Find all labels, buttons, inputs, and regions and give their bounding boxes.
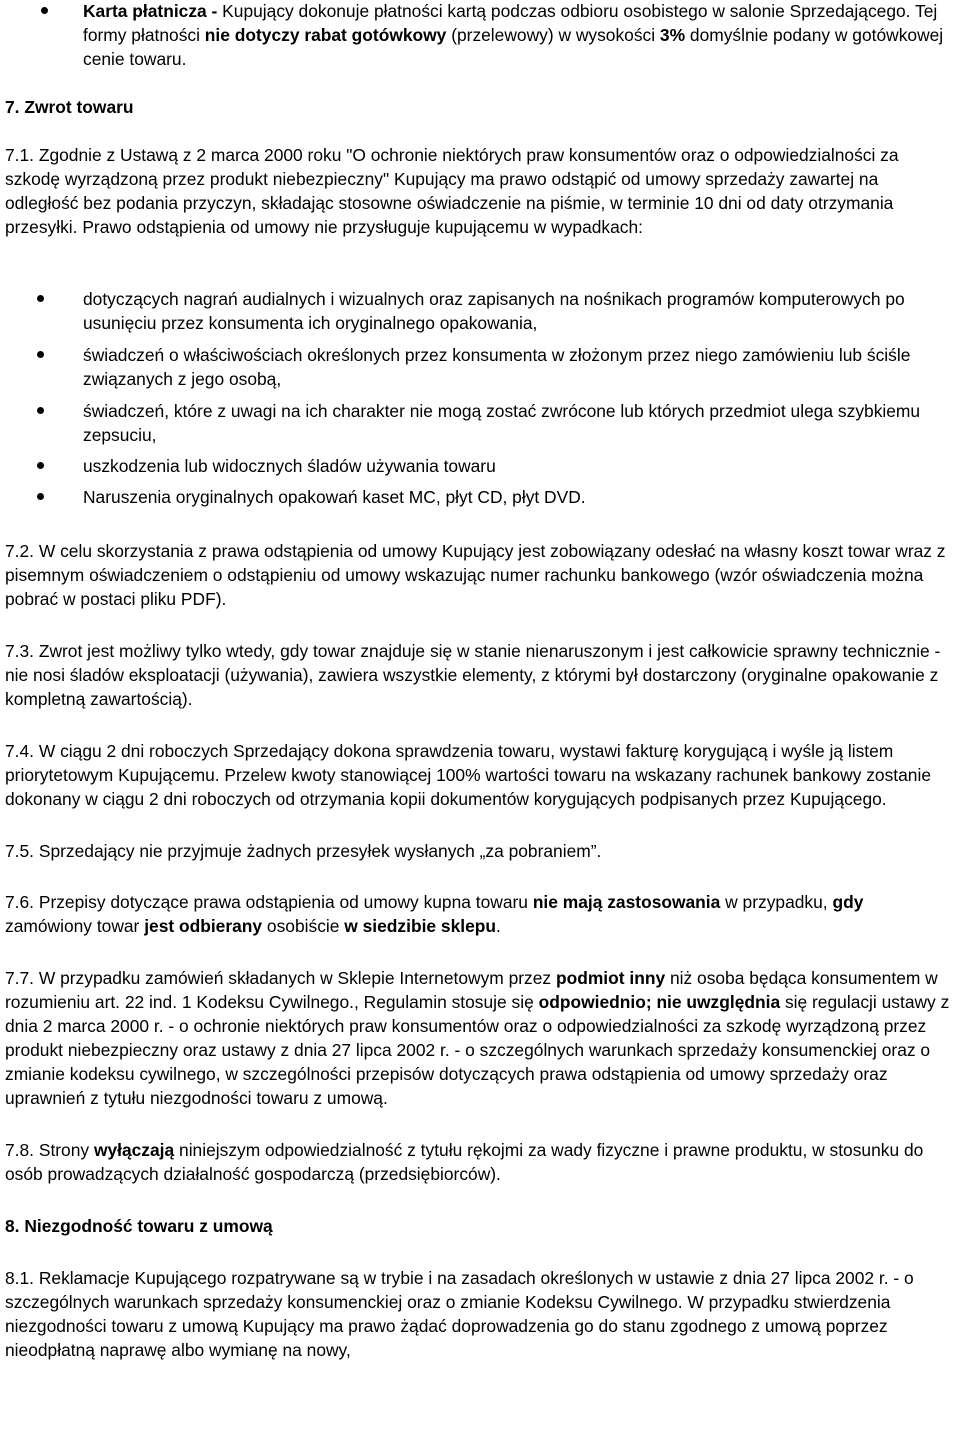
payment-card-text-2: (przelewowy) w wysokości bbox=[446, 25, 660, 45]
exceptions-list bbox=[5, 287, 955, 509]
paragraph-7-1 bbox=[5, 143, 955, 239]
paragraph-7-2: 7.2. W celu skorzystania z prawa odstąpienia od umowy Kupujący jest zobowiązany odesłać na własny koszt towar wraz z pisemnym oświadczeniem o odstąpieniu od umowy wskazując numer rachunku bankowego (wzór oświadczenia można pobrać w postaci pliku PDF). bbox=[5, 541, 946, 609]
section-8-heading: 8. Niezgodność towaru z umową bbox=[5, 1216, 273, 1236]
paragraph-7-6-bold-3: jest odbierany bbox=[144, 916, 263, 936]
bullet-icon bbox=[41, 7, 48, 14]
list-item-text: świadczeń, które z uwagi na ich charakter nie mogą zostać zwrócone lub których przedmiot ulega szybkiemu zepsuciu, bbox=[83, 401, 921, 445]
paragraph-7-6-text-3: zamówiony towar bbox=[5, 916, 145, 936]
paragraph-7-7-text-2: niż osoba będąca konsumentem w rozumieniu art. 22 ind. 1 Kodeksu Cywilnego., Regulamin stosuje się bbox=[5, 968, 938, 1012]
paragraph-7-6-bold: nie mają zastosowania bbox=[532, 892, 721, 912]
bullet-icon bbox=[37, 493, 44, 500]
list-item bbox=[5, 343, 955, 391]
paragraph-7-8 bbox=[5, 1138, 955, 1186]
no-cash-discount: nie dotyczy rabat gotówkowy bbox=[204, 25, 447, 45]
section-7-heading: 7. Zwrot towaru bbox=[5, 97, 134, 117]
document-page bbox=[5, 0, 955, 1362]
list-item-text: uszkodzenia lub widocznych śladów używania towaru bbox=[83, 456, 496, 476]
list-item bbox=[5, 287, 955, 335]
paragraph-7-7-text: 7.7. W przypadku zamówień składanych w Sklepie Internetowym przez bbox=[5, 968, 556, 988]
paragraph-7-6-bold-2: gdy bbox=[832, 892, 864, 912]
paragraph-7-5: 7.5. Sprzedający nie przyjmuje żadnych przesyłek wysłanych „za pobraniem”. bbox=[5, 841, 602, 861]
paragraph-7-6-text-5: . bbox=[496, 916, 501, 936]
paragraph-7-1-text-2: Prawo odstąpienia od umowy nie przysługuje kupującemu w wypadkach: bbox=[77, 217, 643, 237]
paragraph-7-7-bold-2: odpowiednio; nie uwzględnia bbox=[538, 992, 781, 1012]
paragraph-7-6-text: 7.6. Przepisy dotyczące prawa odstąpienia od umowy kupna towaru bbox=[5, 892, 533, 912]
discount-percent: 3% bbox=[659, 25, 686, 45]
bullet-icon bbox=[37, 462, 44, 469]
paragraph-8-1: 8.1. Reklamacje Kupującego rozpatrywane są w trybie i na zasadach określonych w ustawie z dnia 27 lipca 2002 r. - o szczególnych warunkach sprzedaży konsumenckiej oraz o zmianie Kodeksu Cywilnego. W przypadku stwierdzenia niezgodności towaru z umową Kupujący ma prawo żądać doprowadzenia go do stanu zgodnego z umową poprzez nieodpłatną naprawę albo wymianę na nowy, bbox=[5, 1268, 914, 1360]
paragraph-7-7 bbox=[5, 966, 955, 1110]
list-item bbox=[5, 485, 955, 509]
paragraph-7-8-bold: wyłączają bbox=[93, 1140, 175, 1160]
payment-card-text-3: domyślnie podany w gotówkowej cenie towaru. bbox=[83, 25, 944, 69]
paragraph-7-7-text-3: się regulacji ustawy z dnia 2 marca 2000 r. - o ochronie niektórych praw konsumentów oraz o odpowiedzialności za szkodę wyrządzoną przez produkt niebezpieczny oraz ustawy z dnia 27 lipca 2002 r. - o szczególnych warunkach sprzedaży konsumenckiej oraz o zmianie kodeksu cywilnego, w szczególności przepisów dotyczących prawa odstąpienia od umowy sprzedaży oraz uprawnień z tytułu niezgodności towaru z umową. bbox=[5, 992, 950, 1108]
bullet-icon bbox=[37, 407, 44, 414]
paragraph-7-8-text-2: niniejszym odpowiedzialność z tytułu rękojmi za wady fizyczne i prawne produktu, w stosunku do osób prowadzących działalność gospodarczą (przedsiębiorców). bbox=[5, 1140, 924, 1184]
paragraph-7-3: 7.3. Zwrot jest możliwy tylko wtedy, gdy towar znajduje się w stanie nienaruszonym i jest całkowicie sprawny technicznie - nie nosi śladów eksploatacji (używania), zawiera wszystkie elementy, z którymi był dostarczony (oryginalne opakowanie z kompletną zawartością). bbox=[5, 641, 941, 709]
bullet-icon bbox=[37, 295, 44, 302]
paragraph-7-6-text-2: w przypadku, bbox=[720, 892, 833, 912]
list-item bbox=[5, 399, 955, 447]
paragraph-7-8-text: 7.8. Strony bbox=[5, 1140, 94, 1160]
paragraph-7-6 bbox=[5, 890, 955, 938]
payment-card-bullet bbox=[5, 0, 955, 71]
bullet-icon bbox=[37, 351, 44, 358]
payment-card-label: Karta płatnicza - bbox=[83, 1, 223, 21]
list-item-text: świadczeń o właściwościach określonych przez konsumenta w złożonym przez niego zamówieniu lub ściśle związanych z jego osobą, bbox=[83, 345, 911, 389]
paragraph-7-6-text-4: osobiście bbox=[262, 916, 345, 936]
paragraph-7-4: 7.4. W ciągu 2 dni roboczych Sprzedający dokona sprawdzenia towaru, wystawi fakturę korygującą i wyśle ją listem priorytetowym Kupującemu. Przelew kwoty stanowiącej 100% wartości towaru na wskazany rachunek bankowy zostanie dokonany w ciągu 2 dni roboczych od otrzymania kopii dokumentów korygujących podpisanych przez Kupującego. bbox=[5, 741, 932, 809]
list-item-text: Naruszenia oryginalnych opakowań kaset MC, płyt CD, płyt DVD. bbox=[83, 487, 586, 507]
paragraph-7-1-text: 7.1. Zgodnie z Ustawą z 2 marca 2000 roku "O ochronie niektórych praw konsumentów oraz o odpowiedzialności za szkodę wyrządzoną przez produkt niebezpieczny" Kupujący ma prawo odstąpić od umowy sprzedaży zawartej na odległość bez podania przyczyn, składając stosowne oświadczenie na piśmie, w terminie 10 dni od daty otrzymania przesyłki. bbox=[5, 145, 899, 237]
paragraph-7-7-bold: podmiot inny bbox=[555, 968, 666, 988]
payment-card-text: Kupujący dokonuje płatności kartą podczas odbioru osobistego w salonie Sprzedającego. Tej formy płatności bbox=[83, 1, 938, 45]
list-item-text: dotyczących nagrań audialnych i wizualnych oraz zapisanych na nośnikach programów komputerowych po usunięciu przez konsumenta ich oryginalnego opakowania, bbox=[83, 289, 905, 333]
paragraph-7-6-bold-4: w siedzibie sklepu bbox=[344, 916, 497, 936]
list-item bbox=[5, 454, 955, 478]
